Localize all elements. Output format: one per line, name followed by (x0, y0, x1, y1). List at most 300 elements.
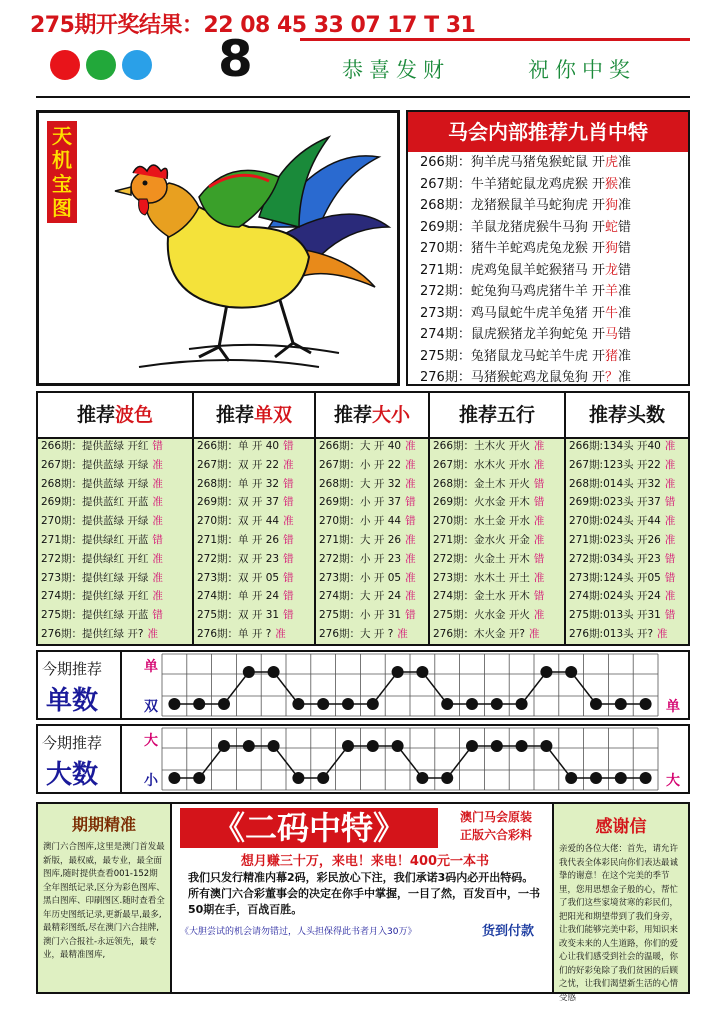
table-row (194, 550, 314, 569)
odd-even-end-label: 单 (666, 699, 680, 715)
row-verdict: 准 (152, 571, 163, 584)
row-verdict: 准 (152, 590, 163, 603)
odd-even-trend-point (292, 698, 304, 710)
row-text: 266期：土木火 开火 (433, 440, 530, 452)
row-result: 羊 (604, 284, 618, 299)
table-row (38, 512, 192, 531)
row-verdict: 准 (152, 515, 163, 528)
section-divider (36, 96, 690, 98)
row-result: 猴 (604, 176, 618, 192)
row-verdict: 错 (664, 609, 676, 622)
row-verdict: 准 (657, 627, 668, 640)
table-row (38, 437, 192, 456)
row-verdict: 准 (405, 477, 416, 490)
table-row (430, 493, 564, 512)
cash-on-delivery-badge: 货到付款 (482, 924, 535, 939)
table-row (566, 512, 688, 531)
header-five-elements: 推荐五行 (430, 393, 566, 437)
row-text: 274期：大 开 24 (319, 590, 402, 603)
row-zodiacs: 267期：牛羊猪蛇鼠龙鸡虎猴 开 (420, 176, 605, 192)
odd-even-trend-point (218, 698, 230, 710)
row-verdict: 错 (617, 262, 631, 278)
big-small-trend-point (292, 772, 304, 784)
table-row (316, 475, 428, 494)
color-dots (50, 50, 152, 80)
row-verdict: 错 (152, 609, 163, 622)
row-text: 268期：大 开 32 (319, 477, 402, 490)
odd-even-bottom-label: 双 (144, 699, 158, 715)
row-verdict: 准 (152, 458, 163, 471)
row-text: 266期：单 开 40 (197, 440, 280, 452)
row-verdict: 准 (664, 590, 676, 603)
thanks-letter-title: 感谢信 (595, 817, 647, 837)
row-text: 266期：大 开 40 (319, 440, 402, 452)
row-text: 272期：小 开 23 (319, 552, 402, 565)
column-head-number (566, 437, 688, 644)
table-row (316, 587, 428, 606)
big-small-trend-point (615, 772, 627, 784)
table-row (194, 587, 314, 606)
nine-zodiac-row (408, 346, 688, 368)
row-verdict: 错 (617, 241, 631, 256)
row-text: 274期:024头 开24 (569, 590, 661, 603)
table-row (430, 569, 564, 588)
two-code-side (442, 808, 550, 844)
table-row (316, 606, 428, 625)
table-row (38, 569, 192, 588)
table-row (194, 606, 314, 625)
row-text: 268期:014头 开32 (569, 477, 661, 490)
two-code-slogan: 想月赚三十万，来电！来电！400元一本书 (240, 854, 490, 869)
nine-zodiac-row (408, 260, 688, 282)
table-row (194, 475, 314, 494)
row-verdict: 准 (664, 533, 676, 546)
nine-zodiac-title: 马会内部推荐九肖中特 (408, 112, 688, 152)
row-text: 273期:124头 开05 (569, 571, 661, 584)
row-text: 270期：小 开 44 (319, 515, 402, 528)
header-big-small-key: 大小 (372, 404, 411, 426)
red-ball-icon (50, 50, 80, 80)
two-code-footnote: 《大胆尝试的机会请勿错过，人头担保得此书者月入30万》 (180, 927, 417, 937)
nine-zodiac-row (408, 195, 688, 217)
row-verdict: 错 (283, 609, 294, 622)
table-row (316, 531, 428, 550)
row-text: 269期：小 开 37 (319, 496, 402, 509)
row-verdict: 准 (533, 515, 545, 528)
row-verdict: 准 (617, 348, 631, 364)
row-text: 272期：提供绿红 开红 (41, 552, 149, 565)
big-small-trend-point (441, 772, 453, 784)
row-text: 269期：提供蓝红 开蓝 (41, 496, 149, 509)
nine-zodiac-panel (406, 110, 690, 386)
row-verdict: 错 (283, 496, 294, 509)
row-text: 269期：双 开 37 (197, 496, 280, 509)
precise-body: 澳门六合图库,这里是澳门首发最新版，最权威，最专业，最全面图库,随时提供查看001-152期全年图纸记录,区分为彩色图库、黑白图库、印刷图区.随时查看全年历史图纸记录,更新最早,最多,最精彩图纸,尽在澳门六合挂牌,澳门六合报社-永远领先，最专业，最精准图库, (43, 842, 165, 960)
table-row (430, 587, 564, 606)
bottom-ads (36, 802, 690, 1003)
odd-even-top-label: 单 (144, 659, 158, 675)
recommend-table-header (38, 393, 688, 439)
row-result: 虎 (604, 155, 618, 170)
big-small-trend-chart (36, 724, 690, 794)
row-result: 猪 (604, 348, 618, 364)
row-text: 271期:023头 开26 (569, 533, 661, 546)
picture-label-char: 天 (52, 124, 72, 148)
big-small-trend-point (590, 772, 602, 784)
row-zodiacs: 268期：龙猪猴鼠羊马蛇狗虎 开 (420, 198, 605, 213)
row-verdict: 准 (617, 198, 631, 213)
odd-even-trend-point (640, 698, 652, 710)
row-text: 268期：提供蓝绿 开绿 (41, 477, 149, 490)
row-verdict: 错 (283, 571, 294, 584)
table-row (194, 456, 314, 475)
row-verdict: 准 (533, 571, 545, 584)
row-verdict: 错 (664, 571, 676, 584)
row-text: 270期：提供蓝绿 开绿 (41, 515, 149, 528)
table-row (316, 456, 428, 475)
big-small-end-label: 大 (666, 773, 680, 789)
row-text: 271期：大 开 26 (319, 533, 402, 546)
row-verdict: 错 (405, 515, 416, 528)
row-verdict: 准 (617, 305, 631, 321)
nine-zodiac-row (408, 324, 688, 346)
table-row (38, 606, 192, 625)
nine-zodiac-row (408, 303, 688, 325)
row-zodiacs: 269期：羊鼠龙猪虎猴牛马狗 开 (420, 219, 605, 235)
row-text: 275期：双 开 31 (197, 609, 280, 622)
table-row (566, 569, 688, 588)
row-verdict: 准 (405, 552, 416, 565)
row-text: 272期：双 开 23 (197, 552, 280, 565)
table-row (566, 456, 688, 475)
odd-even-trend-point (392, 666, 404, 678)
row-text: 273期：双 开 05 (197, 571, 280, 584)
odd-even-trend-point (268, 666, 280, 678)
odd-even-trend-point (193, 698, 205, 710)
big-small-trend-point (218, 740, 230, 752)
row-verdict: 准 (152, 477, 163, 490)
column-color (38, 437, 194, 644)
odd-even-trend-point (168, 698, 180, 710)
row-text: 267期：小 开 22 (319, 458, 402, 471)
issue-number: 8 (218, 30, 253, 88)
table-row (38, 587, 192, 606)
big-small-trend-point (367, 740, 379, 752)
big-small-trend-point (491, 740, 503, 752)
big-small-trend-point (392, 740, 404, 752)
table-row (430, 456, 564, 475)
row-text: 274期：单 开 24 (197, 590, 280, 603)
row-verdict: 准 (147, 627, 158, 640)
row-verdict: 准 (152, 496, 163, 509)
row-verdict: 准 (528, 627, 540, 640)
row-result: 马 (604, 327, 618, 342)
row-verdict: 准 (405, 458, 416, 471)
row-verdict: 准 (283, 458, 294, 471)
table-row (566, 587, 688, 606)
table-row (194, 493, 314, 512)
row-text: 275期：提供红绿 开蓝 (41, 609, 149, 622)
odd-even-chart-label (38, 652, 122, 718)
row-text: 271期：单 开 26 (197, 533, 280, 546)
table-row (430, 625, 564, 644)
row-verdict: 错 (283, 552, 294, 565)
row-text: 275期：小 开 31 (319, 609, 402, 622)
row-verdict: 准 (664, 458, 676, 471)
table-row (194, 569, 314, 588)
nine-zodiac-row (408, 152, 688, 174)
big-small-trend-point (168, 772, 180, 784)
row-text: 267期：提供蓝绿 开绿 (41, 458, 149, 471)
row-verdict: 错 (617, 327, 631, 342)
nine-zodiac-list (408, 152, 688, 389)
nine-zodiac-row (408, 174, 688, 196)
row-verdict: 准 (533, 440, 545, 452)
lottery-result-title: 275期开奖结果：22 08 45 33 07 17 T 31 (30, 13, 476, 38)
big-small-trend-point (416, 772, 428, 784)
table-row (566, 531, 688, 550)
big-small-top-label: 大 (144, 733, 158, 749)
row-result: 龙 (604, 262, 618, 278)
row-text: 268期：金土木 开火 (433, 477, 530, 490)
two-code-ad (174, 804, 552, 992)
thanks-letter-panel (552, 804, 688, 1003)
odd-even-trend-point (516, 698, 528, 710)
odd-even-trend-point (615, 698, 627, 710)
row-verdict: 准 (405, 571, 416, 584)
row-text: 276期：大 开 ? (319, 627, 394, 640)
row-text: 272期：火金土 开木 (433, 552, 530, 565)
row-result: 蛇 (604, 219, 618, 235)
row-verdict: 准 (664, 477, 676, 490)
row-verdict: 错 (405, 496, 416, 509)
table-row (566, 475, 688, 494)
row-text: 273期：水木土 开土 (433, 571, 530, 584)
row-text: 267期:123头 开22 (569, 458, 661, 471)
table-row (430, 437, 564, 456)
row-verdict: 错 (405, 609, 416, 622)
table-row (430, 475, 564, 494)
big-small-trend-point (243, 740, 255, 752)
row-verdict: 准 (617, 155, 631, 170)
nine-zodiac-row (408, 281, 688, 303)
rooster-illustration (79, 117, 395, 381)
row-zodiacs: 266期：狗羊虎马猪兔猴蛇鼠 开 (420, 155, 605, 170)
row-text: 273期：提供红绿 开绿 (41, 571, 149, 584)
row-text: 276期：单 开 ? (197, 627, 272, 640)
big-small-trend-point (565, 772, 577, 784)
picture-label-char: 宝 (52, 172, 72, 196)
table-row (38, 550, 192, 569)
row-verdict: 准 (617, 176, 631, 192)
row-verdict: 错 (152, 440, 163, 452)
nine-zodiac-row (408, 367, 688, 389)
row-verdict: 准 (152, 552, 163, 565)
table-row (566, 625, 688, 644)
table-row (566, 493, 688, 512)
row-text: 269期：火水金 开木 (433, 496, 530, 509)
header-odd-even-key: 单双 (254, 404, 293, 426)
table-row (316, 437, 428, 456)
row-verdict: 准 (533, 609, 545, 622)
row-text: 266期:134头 开40 (569, 440, 661, 452)
row-verdict: 准 (617, 370, 631, 385)
green-ball-icon (86, 50, 116, 80)
blue-ball-icon (122, 50, 152, 80)
row-text: 273期：小 开 05 (319, 571, 402, 584)
odd-even-trend-point (342, 698, 354, 710)
row-verdict: 准 (283, 515, 294, 528)
row-verdict: 准 (533, 533, 545, 546)
row-zodiacs: 273期：鸡马鼠蛇牛虎羊兔猪 开 (420, 305, 605, 321)
odd-even-trend-point (243, 666, 255, 678)
row-verdict: 准 (533, 458, 545, 471)
nine-zodiac-row (408, 238, 688, 260)
row-verdict: 错 (533, 552, 545, 565)
row-verdict: 错 (664, 496, 676, 509)
slogan-right: 祝你中奖 (528, 58, 636, 82)
row-zodiacs: 271期：虎鸡兔鼠羊蛇猴猪马 开 (420, 262, 605, 278)
row-text: 274期：提供红绿 开红 (41, 590, 149, 603)
odd-even-trend-chart (36, 650, 690, 720)
header-big-small-prefix: 推荐 (333, 404, 372, 426)
column-odd-even (194, 437, 316, 644)
table-row (38, 493, 192, 512)
thanks-letter-body: 亲爱的各位大佬：首先，请允许我代表全体彩民向你们表达最诚挚的谢意！在这个完美的季节里，您用思想金子般的心，帮忙了我们这些家境贫寒的彩民们，把阳光和期望带到了我们身旁，让我们能够完美中彩，用知识来改变未来的人生道路，你们的爱心让我们感受到社会的温暖，你们的好彩兔除了我们贫困的后顾之忧，让我们渴望新生活的心情受感 (559, 844, 679, 1003)
row-verdict: 错 (533, 590, 545, 603)
big-small-trend-plot (122, 726, 688, 792)
header-head-number: 推荐头数 (588, 404, 665, 426)
table-row (316, 550, 428, 569)
row-verdict: 错 (617, 219, 631, 235)
row-text: 271期：金水火 开金 (433, 533, 530, 546)
precise-title: 期期精准 (71, 815, 136, 834)
table-row (566, 437, 688, 456)
chart-label-title: 大数 (46, 760, 99, 790)
table-row (194, 437, 314, 456)
two-code-side-line2: 正版六合彩料 (459, 828, 532, 842)
big-small-trend-point (516, 740, 528, 752)
big-small-trend-point (193, 772, 205, 784)
picture-label (47, 121, 77, 223)
header-color (38, 393, 194, 437)
row-result: 狗 (604, 198, 618, 213)
row-result: ？ (604, 370, 618, 385)
row-verdict: 准 (397, 627, 408, 640)
table-row (566, 606, 688, 625)
row-text: 268期：单 开 32 (197, 477, 280, 490)
row-text: 275期：火水金 开火 (433, 609, 530, 622)
odd-even-trend-point (466, 698, 478, 710)
picture-label-char: 机 (52, 148, 72, 172)
header-odd-even (194, 393, 316, 437)
precise-panel (38, 804, 172, 992)
row-zodiacs: 274期：鼠虎猴猪龙羊狗蛇兔 开 (420, 327, 605, 342)
row-result: 狗 (604, 241, 618, 256)
row-verdict: 准 (664, 515, 676, 528)
table-row (316, 625, 428, 644)
row-verdict: 准 (617, 284, 631, 299)
row-verdict: 错 (533, 496, 545, 509)
row-verdict: 错 (533, 477, 545, 490)
rooster-picture-panel (36, 110, 400, 386)
table-row (316, 493, 428, 512)
row-verdict: 错 (283, 590, 294, 603)
table-row (38, 531, 192, 550)
table-row (316, 512, 428, 531)
row-text: 267期：双 开 22 (197, 458, 280, 471)
two-code-side-line1: 澳门马会原装 (459, 810, 532, 824)
header-divider (300, 38, 690, 41)
odd-even-trend-point (540, 666, 552, 678)
big-small-trend-point (640, 772, 652, 784)
row-verdict: 错 (152, 533, 163, 546)
chart-label-title: 单数 (46, 686, 99, 716)
big-small-trend-point (466, 740, 478, 752)
odd-even-trend-point (590, 698, 602, 710)
column-big-small (316, 437, 430, 644)
table-row (566, 550, 688, 569)
row-verdict: 准 (405, 440, 416, 452)
table-row (430, 531, 564, 550)
big-small-trend-point (268, 740, 280, 752)
odd-even-trend-point (491, 698, 503, 710)
row-text: 275期:013头 开31 (569, 609, 661, 622)
row-text: 270期:024头 开44 (569, 515, 661, 528)
row-text: 272期:034头 开23 (569, 552, 661, 565)
table-row (430, 550, 564, 569)
recommend-table (36, 391, 690, 646)
two-code-body: 我们只发行精准内幕2码，彩民放心下注，我们承诺3码内必开出特码。所有澳门六合彩董事会的决定在你手中掌握，一目了然，百发百中，一书50期在手，百战百胜。 (188, 871, 540, 916)
header-odd-even-prefix: 推荐 (215, 404, 254, 426)
row-zodiacs: 275期：兔猪鼠龙马蛇羊牛虎 开 (420, 348, 605, 364)
header-color-prefix: 推荐 (76, 404, 115, 426)
row-verdict: 准 (275, 627, 286, 640)
row-text: 267期：水木火 开水 (433, 458, 530, 471)
row-text: 270期：双 开 44 (197, 515, 280, 528)
row-verdict: 错 (283, 440, 294, 452)
table-row (38, 456, 192, 475)
table-row (38, 475, 192, 494)
table-row (194, 625, 314, 644)
slogan-left: 恭喜发财 (342, 58, 450, 82)
nine-zodiac-row (408, 217, 688, 239)
odd-even-trend-point (416, 666, 428, 678)
row-text: 276期：木火金 开? (433, 627, 525, 640)
table-row (194, 512, 314, 531)
odd-even-trend-point (367, 698, 379, 710)
table-row (430, 606, 564, 625)
row-verdict: 错 (283, 533, 294, 546)
big-small-chart-label (38, 726, 122, 792)
row-zodiacs: 270期：猪牛羊蛇鸡虎兔龙猴 开 (420, 241, 605, 256)
big-small-bottom-label: 小 (144, 773, 158, 789)
row-text: 274期：金土水 开木 (433, 590, 530, 603)
odd-even-trend-point (317, 698, 329, 710)
row-verdict: 错 (664, 552, 676, 565)
chart-label-caption: 今期推荐 (42, 734, 103, 752)
row-zodiacs: 276期：马猪猴蛇鸡龙鼠兔狗 开 (420, 370, 605, 385)
row-zodiacs: 272期：蛇兔狗马鸡虎猪牛羊 开 (420, 284, 605, 299)
row-text: 270期：水土金 开水 (433, 515, 530, 528)
table-row (194, 531, 314, 550)
two-code-title: 《二码中特》 (180, 808, 438, 848)
picture-label-char: 图 (52, 196, 72, 220)
big-small-trend-point (317, 772, 329, 784)
row-verdict: 准 (405, 590, 416, 603)
row-text: 271期：提供绿红 开蓝 (41, 533, 149, 546)
row-text: 269期:023头 开37 (569, 496, 661, 509)
